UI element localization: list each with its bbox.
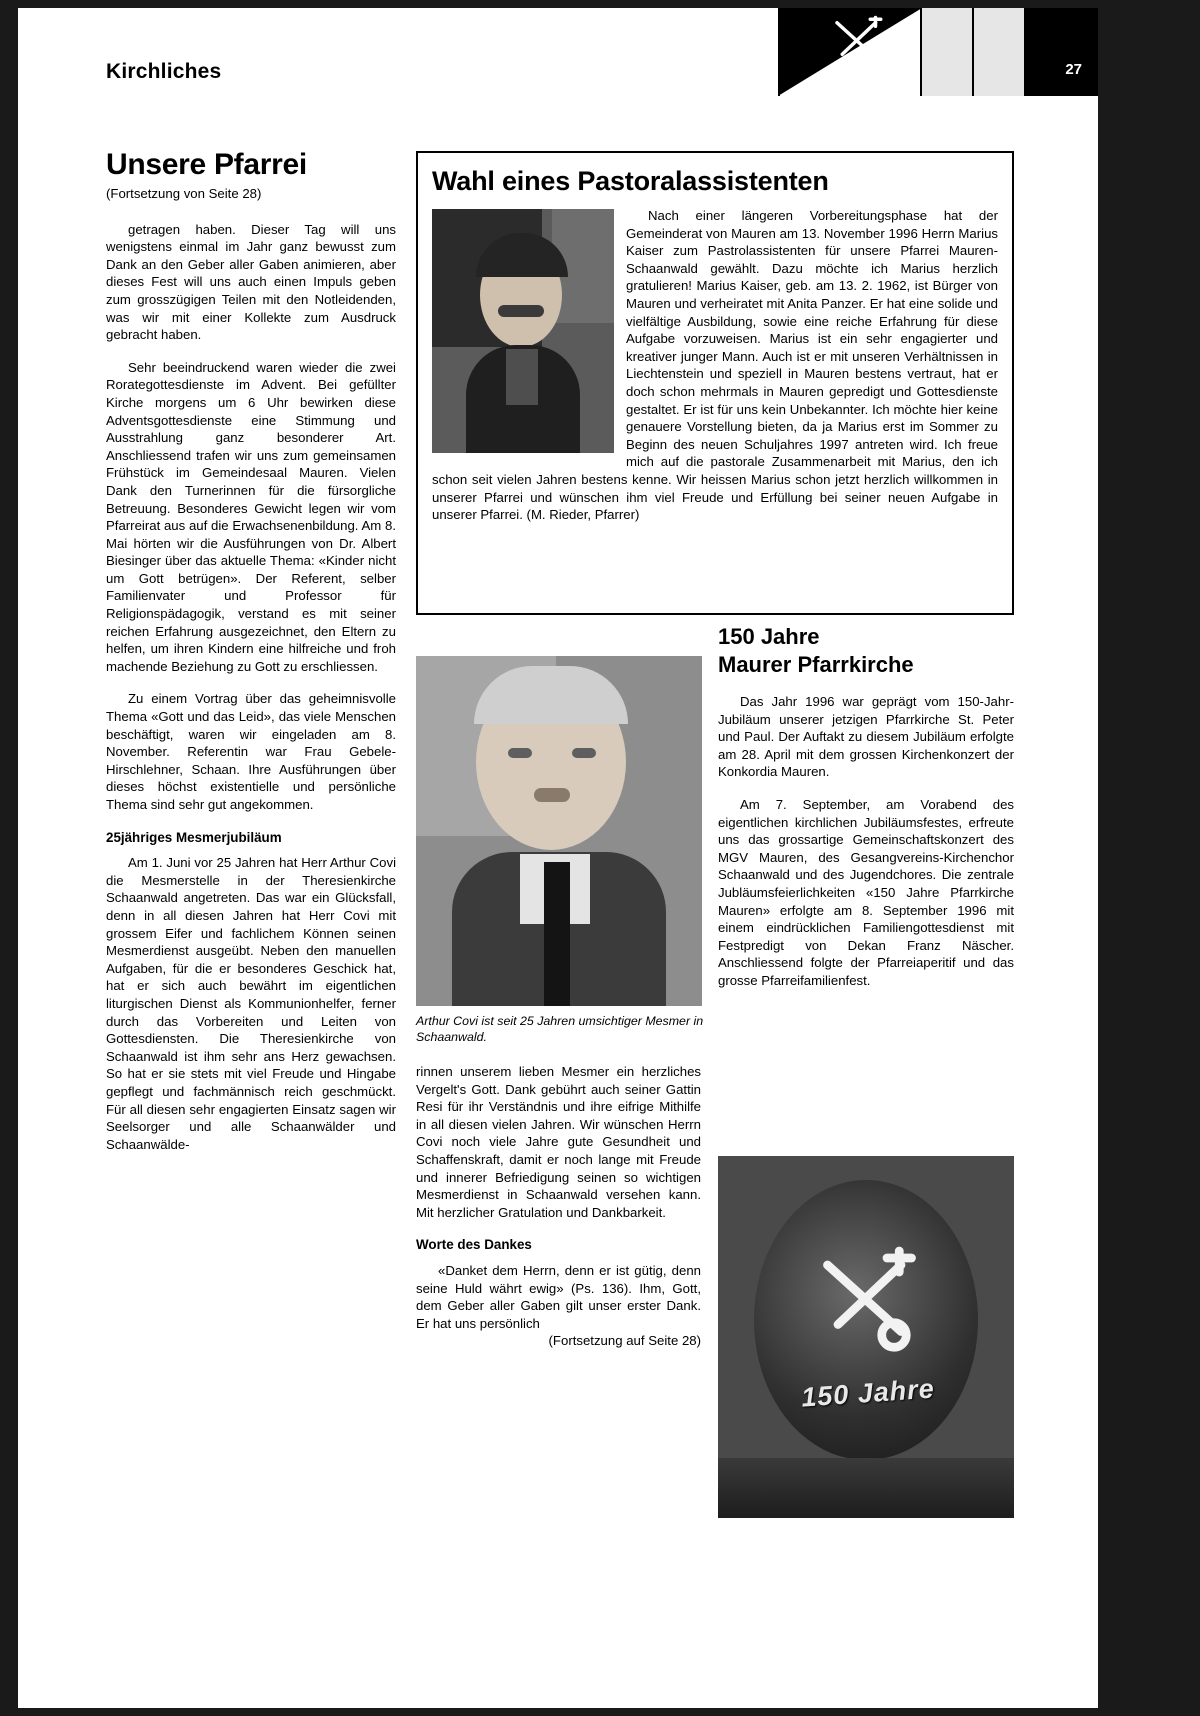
middle-column-continuation-note: (Fortsetzung auf Seite 28) [548, 1333, 701, 1349]
right-column-title [718, 623, 1014, 679]
middle-column [416, 1063, 701, 1350]
paragraph: Nach einer längeren Vorbereitungsphase hat der Gemeinderat von Mauren am 13. November 1996 Herrn Marius Kaiser zum Pastrolassistenten für unsere Pfarrei Mauren-Schaanwald gewählt. Dazu möchte ich Marius herzlich gratulieren! Marius Kaiser, geb. am 13. 2. 1962, ist Bürger von Mauren und verheiratet mit Anita Panzer. Er hat eine solide und vielfältige Ausbildung, sowie eine reiche Erfahrung für diese Aufgabe vorzuweisen. Marius ist ein sehr engagierter und kreativer junger Mann. Auch ist er mit unseren Verhältnissen in Liechtenstein und speziell in Mauren bestens vertraut, hat er doch schon mehrmals in Mauren gepredigt und Gottesdienste gestaltet. Er ist für uns kein Unbekannter. Ich möchte hier keine genauere Vorstellung bieten, da ja Marius erst im Sommer zu Beginn des neuen Schuljahres 1997 antreten wird. Ich freue mich auf die pastorale Zusammenarbeit mit Marius, den ich schon seit vielen Jahren bestens kenne. Wir heissen Marius schon jetzt herzlich willkommen in unserer Pfarrei und wünschen ihm viel Freude und Erfüllung bei seiner neuen Aufgabe in unserer Pfarrei. (M. Rieder, Pfarrer) [432, 208, 998, 523]
page-header [18, 8, 1098, 108]
page-number-background [1026, 8, 1098, 96]
wreath-base [718, 1458, 1014, 1518]
photo-arthur-covi [416, 656, 702, 1006]
paragraph: «Danket dem Herrn, denn er ist gütig, denn seine Huld währt ewig» (Ps. 136). Ihm, Gott, dem Geber aller Gaben gilt unser erster Dank. Er hat uns persönlich [416, 1262, 701, 1331]
paragraph: Sehr beeindruckend waren wieder die zwei Rorategottesdienste im Advent. Bei gefüllter Kirche morgens um 6 Uhr bewirken diese Adventsgottesdienste eine Stimmung und Ausstrahlung ganz besonderer Art. Anschliessend trafen wir uns zum gemeinsamen Frühstück im Gemeindesaal Mauren. Vielen Dank den Turnerinnen für die fürsorgliche Betreuung. Besonderes Gewicht legen wir vom Pfarreirat aus auf die Erwachsenenbildung. Am 8. Mai hörten wir die Ausführungen von Dr. Albert Biesinger über das aktuelle Thema: «Kinder nicht um Gott betrügen». Der Referent, selber Familienvater und Professor für Religionspädagogik, verstand es mit seiner reichen Erfahrung ausgezeichnet, den Eltern zu helfen, um ihren Kindern eine hilfreiche und froh machende Beziehung zu Gott zu erschliessen. [106, 359, 396, 674]
flag-segment-3 [974, 8, 1026, 96]
wreath-text: 150 Jahre [800, 1373, 936, 1413]
right-column-title-line2: Maurer Pfarrkirche [718, 652, 914, 677]
right-column-title-line1: 150 Jahre [718, 624, 820, 649]
paragraph: Das Jahr 1996 war geprägt vom 150-Jahr-Jubiläum unserer jetzigen Pfarrkirche St. Peter und Paul. Der Auftakt zu diesem Jubiläum erfolgte am 28. April mit dem grossen Kirchenkonzert der Konkordia Mauren. [718, 694, 1014, 780]
left-column [106, 148, 396, 1153]
left-column-continuation-note: (Fortsetzung von Seite 28) [106, 186, 262, 201]
photo-caption-arthur-covi: Arthur Covi ist seit 25 Jahren umsichtiger Mesmer in Schaanwald. [416, 1014, 704, 1044]
crossed-keys-sword-icon [830, 14, 886, 70]
left-column-title: Unsere Pfarrei [106, 148, 307, 181]
page-title: Kirchliches [106, 60, 222, 83]
left-column-subheading: 25jähriges Mesmerjubiläum [106, 829, 282, 845]
crossed-keys-sword-icon [810, 1244, 922, 1356]
right-column [718, 623, 1014, 990]
flag-segment-2 [922, 8, 974, 96]
paragraph: Am 1. Juni vor 25 Jahren hat Herr Arthur Covi die Mesmerstelle in der Theresienkirche Schaanwald angetreten. Das war ein Glücksfall, denn in all diesen Jahren hat Herr Covi mit grossem Eifer und fachlichem Können seinen Mesmerdienst ausgeübt. Neben den manuellen Aufgaben, für die er besonderes Geschick hat, hat er sich auch bewährt im eigentlichen liturgischen Dienst als Kommunionhelfer, ferner durch das Vorbereiten und Leiten von Gottesdiensten. Die Theresienkirche von Schaanwald ist ihm sehr ans Herz gewachsen. So hat er sie stets mit viel Freude und Hingabe gepflegt und fachmännisch reich geschmückt. Für all diesen sehr engagierten Einsatz sagen wir Seelsorger und alle Schaanwälder und Schaanwälde- [106, 855, 396, 1152]
magazine-page [18, 8, 1098, 1708]
middle-column-subheading: Worte des Dankes [416, 1237, 532, 1253]
boxed-article-title: Wahl eines Pastoralassistenten [432, 166, 829, 196]
boxed-article [416, 151, 1014, 615]
paragraph: Zu einem Vortrag über das geheimnisvolle Thema «Gott und das Leid», das viele Menschen beschäftigt, waren wir eingeladen am 8. November. Referentin war Frau Gebele-Hirschlehner, Schaan. Ihre Ausführungen über dieses höchst existentielle und persönliche Thema sind sehr gut angekommen. [106, 691, 396, 812]
portrait-photo-marius-kaiser [432, 209, 614, 453]
header-flag-graphic [778, 8, 1098, 96]
paragraph: Am 7. September, am Vorabend des eigentlichen kirchlichen Jubiläumsfestes, erfreute uns das grossartige Gemeinschaftskonzert des MGV Mauren, des Gesangvereins-Kirchenchor Schaanwald und des Jugendchores. Die zentrale Jubläumsfeierlichkeiten «150 Jahre Pfarrkirche Mauren» erfolgte am 8. September 1996 mit einem eindrücklichen Familiengottesdienst mit Festpredigt von Dekan Franz Näscher. Anschliessend folgte der Pfarreiaperitif und das grosse Pfarreifamilienfest. [718, 796, 1014, 988]
page-number: 27 [1065, 61, 1082, 78]
paragraph: rinnen unserem lieben Mesmer ein herzliches Vergelt's Gott. Dank gebührt auch seiner Gattin Resi für ihr Verständnis und ihre eifrige Mithilfe in all diesen vielen Jahren. Wir wünschen Herrn Covi noch viele Jahre gute Gesundheit und Schaffenskraft, damit er noch lange mit Freude und innerer Befriedigung seinen so wichtigen Mesmerdienst in Schaanwald versehen kann. Mit herzlicher Gratulation und Dankbarkeit. [416, 1064, 701, 1220]
photo-jubilee-wreath [718, 1156, 1014, 1518]
paragraph: getragen haben. Dieser Tag will uns wenigstens einmal im Jahr ganz bewusst zum Dank an den Geber aller Gaben animieren, aber dieses Fest will uns auch einen Impuls geben zum grosszügigen Teilen mit den Notleidenden, was wir mit einer Kollekte zum Ausdruck gebracht haben. [106, 221, 396, 343]
